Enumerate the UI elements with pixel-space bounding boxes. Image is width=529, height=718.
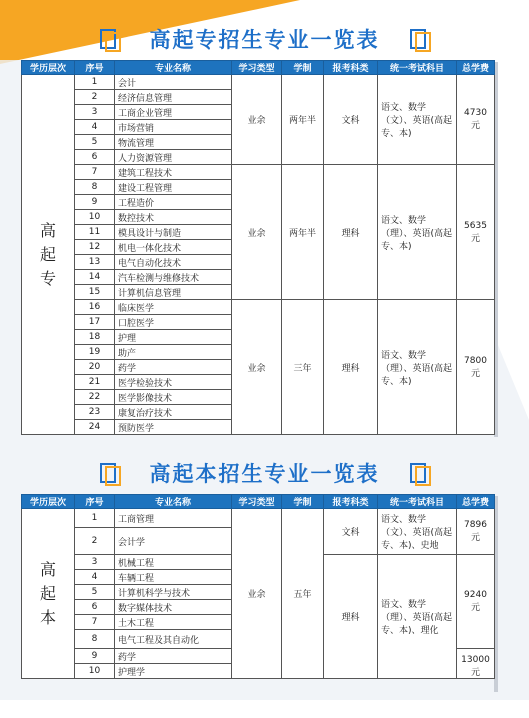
section1-title: 高起专招生专业一览表 <box>149 28 380 52</box>
exam-category: 理科 <box>324 165 378 300</box>
row-number: 6 <box>75 150 115 165</box>
column-header: 序号 <box>75 61 115 75</box>
duration: 五年 <box>282 509 324 679</box>
major-name: 建设工程管理 <box>115 180 232 195</box>
major-name: 预防医学 <box>115 420 232 435</box>
major-name: 物流管理 <box>115 135 232 150</box>
exam-subjects: 语文、数学（文）、英语(高起专、本) <box>378 75 457 165</box>
major-name: 护理 <box>115 330 232 345</box>
section2-title: 高起本招生专业一览表 <box>149 462 380 486</box>
level-char: 起 <box>39 583 56 603</box>
column-header: 统一考试科目 <box>378 495 457 509</box>
row-number: 16 <box>75 300 115 315</box>
level-char: 高 <box>39 220 56 240</box>
column-header: 学历层次 <box>22 495 75 509</box>
major-name: 汽车检测与维修技术 <box>115 270 232 285</box>
duration: 两年半 <box>282 75 324 165</box>
major-name: 机电一体化技术 <box>115 240 232 255</box>
duration: 三年 <box>282 300 324 435</box>
study-type: 业余 <box>232 165 282 300</box>
table-row <box>22 165 495 180</box>
major-name: 机械工程 <box>115 555 232 570</box>
exam-subjects: 语文、数学（理）、英语(高起专、本)、理化 <box>378 555 457 679</box>
tuition-fee: 7800 元 <box>457 300 495 435</box>
gaoqiben-table <box>21 494 495 679</box>
column-header: 学制 <box>282 495 324 509</box>
column-header: 报考科类 <box>324 61 378 75</box>
bracket-deco-icon <box>100 463 120 483</box>
row-number: 9 <box>75 649 115 664</box>
row-number: 4 <box>75 570 115 585</box>
row-number: 2 <box>75 90 115 105</box>
row-number: 23 <box>75 405 115 420</box>
major-name: 建筑工程技术 <box>115 165 232 180</box>
row-number: 15 <box>75 285 115 300</box>
major-name: 临床医学 <box>115 300 232 315</box>
row-number: 21 <box>75 375 115 390</box>
tuition-fee: 5635 元 <box>457 165 495 300</box>
level-char: 高 <box>39 559 56 579</box>
column-header: 序号 <box>75 495 115 509</box>
row-number: 7 <box>75 165 115 180</box>
major-name: 模具设计与制造 <box>115 225 232 240</box>
column-header: 总学费 <box>457 495 495 509</box>
exam-category: 文科 <box>324 75 378 165</box>
exam-category: 理科 <box>324 555 378 679</box>
row-number: 12 <box>75 240 115 255</box>
major-name: 工商企业管理 <box>115 105 232 120</box>
bracket-deco-icon <box>100 29 120 49</box>
row-number: 5 <box>75 585 115 600</box>
section2-header <box>0 458 529 488</box>
duration: 两年半 <box>282 165 324 300</box>
major-name: 人力资源管理 <box>115 150 232 165</box>
row-number: 19 <box>75 345 115 360</box>
column-header: 学制 <box>282 61 324 75</box>
row-number: 9 <box>75 195 115 210</box>
tuition-fee: 9240 元 <box>457 555 495 649</box>
table-row <box>22 75 495 90</box>
gaoqizhuan-table <box>21 60 495 435</box>
exam-category: 理科 <box>324 300 378 435</box>
table-row <box>22 300 495 315</box>
column-header: 学习类型 <box>232 61 282 75</box>
level-char: 本 <box>39 607 56 627</box>
major-name: 数字媒体技术 <box>115 600 232 615</box>
row-number: 20 <box>75 360 115 375</box>
major-name: 电气自动化技术 <box>115 255 232 270</box>
column-header: 学历层次 <box>22 61 75 75</box>
tuition-fee: 7896 元 <box>457 509 495 555</box>
column-header: 统一考试科目 <box>378 61 457 75</box>
level-cell <box>22 75 75 435</box>
row-number: 3 <box>75 105 115 120</box>
row-number: 6 <box>75 600 115 615</box>
level-char: 起 <box>39 244 56 264</box>
major-name: 工程造价 <box>115 195 232 210</box>
exam-subjects: 语文、数学（理）、英语(高起专、本) <box>378 165 457 300</box>
major-name: 土木工程 <box>115 615 232 630</box>
tuition-fee: 4730 元 <box>457 75 495 165</box>
major-name: 医学影像技术 <box>115 390 232 405</box>
row-number: 24 <box>75 420 115 435</box>
row-number: 17 <box>75 315 115 330</box>
tuition-fee: 13000 元 <box>457 649 495 679</box>
major-name: 计算机科学与技术 <box>115 585 232 600</box>
exam-category: 文科 <box>324 509 378 555</box>
major-name: 药学 <box>115 360 232 375</box>
exam-subjects: 语文、数学（文）、英语(高起专、本)、史地 <box>378 509 457 555</box>
row-number: 7 <box>75 615 115 630</box>
table-header-row <box>22 495 495 509</box>
major-name: 计算机信息管理 <box>115 285 232 300</box>
row-number: 22 <box>75 390 115 405</box>
study-type: 业余 <box>232 300 282 435</box>
row-number: 10 <box>75 664 115 679</box>
row-number: 8 <box>75 180 115 195</box>
row-number: 10 <box>75 210 115 225</box>
major-name: 电气工程及其自动化 <box>115 630 232 649</box>
major-name: 经济信息管理 <box>115 90 232 105</box>
major-name: 康复治疗技术 <box>115 405 232 420</box>
bracket-deco-icon <box>410 29 430 49</box>
table-header-row <box>22 61 495 75</box>
major-name: 会计 <box>115 75 232 90</box>
row-number: 8 <box>75 630 115 649</box>
row-number: 14 <box>75 270 115 285</box>
level-char: 专 <box>39 268 56 288</box>
major-name: 助产 <box>115 345 232 360</box>
row-number: 1 <box>75 75 115 90</box>
row-number: 4 <box>75 120 115 135</box>
major-name: 会计学 <box>115 528 232 555</box>
section1-header <box>0 24 529 54</box>
major-name: 工商管理 <box>115 509 232 528</box>
table-row <box>22 509 495 528</box>
column-header: 报考科类 <box>324 495 378 509</box>
major-name: 市场营销 <box>115 120 232 135</box>
row-number: 18 <box>75 330 115 345</box>
major-name: 口腔医学 <box>115 315 232 330</box>
column-header: 学习类型 <box>232 495 282 509</box>
major-name: 医学检验技术 <box>115 375 232 390</box>
major-name: 药学 <box>115 649 232 664</box>
row-number: 13 <box>75 255 115 270</box>
major-name: 车辆工程 <box>115 570 232 585</box>
row-number: 5 <box>75 135 115 150</box>
row-number: 11 <box>75 225 115 240</box>
major-name: 数控技术 <box>115 210 232 225</box>
exam-subjects: 语文、数学（理）、英语(高起专、本) <box>378 300 457 435</box>
bracket-deco-icon <box>410 463 430 483</box>
study-type: 业余 <box>232 75 282 165</box>
level-cell <box>22 509 75 679</box>
row-number: 1 <box>75 509 115 528</box>
major-name: 护理学 <box>115 664 232 679</box>
row-number: 2 <box>75 528 115 555</box>
study-type: 业余 <box>232 509 282 679</box>
row-number: 3 <box>75 555 115 570</box>
column-header: 专业名称 <box>115 495 232 509</box>
column-header: 总学费 <box>457 61 495 75</box>
column-header: 专业名称 <box>115 61 232 75</box>
